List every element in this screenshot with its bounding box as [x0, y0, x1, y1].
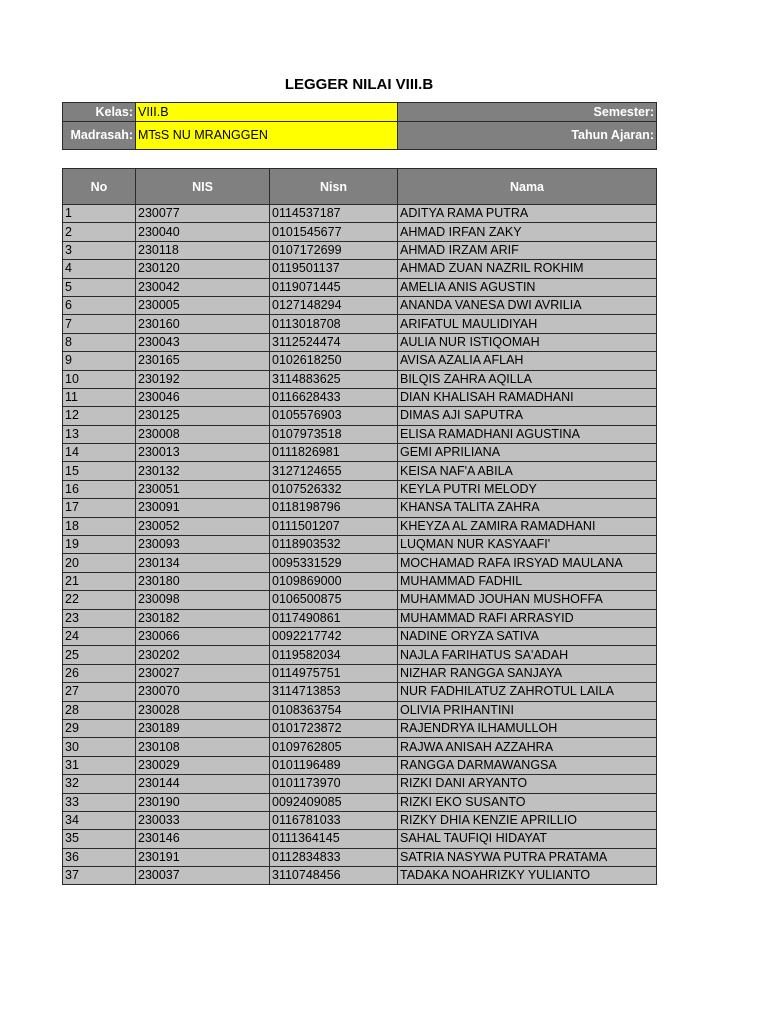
- cell-no[interactable]: 6: [63, 296, 136, 314]
- cell-nis[interactable]: 230182: [136, 609, 270, 627]
- cell-nisn[interactable]: 0116781033: [270, 811, 398, 829]
- cell-nis[interactable]: 230118: [136, 241, 270, 259]
- table-row: [63, 627, 657, 645]
- cell-nisn[interactable]: 0101196489: [270, 756, 398, 774]
- cell-no[interactable]: 11: [63, 388, 136, 406]
- cell-nama[interactable]: ADITYA RAMA PUTRA: [398, 205, 657, 223]
- cell-no[interactable]: 9: [63, 352, 136, 370]
- cell-nama[interactable]: DIMAS AJI SAPUTRA: [398, 407, 657, 425]
- cell-nisn[interactable]: 3114883625: [270, 370, 398, 388]
- cell-nisn[interactable]: 0117490861: [270, 609, 398, 627]
- cell-nisn[interactable]: 0092409085: [270, 793, 398, 811]
- cell-nama[interactable]: AHMAD IRFAN ZAKY: [398, 223, 657, 241]
- table-row: [63, 425, 657, 443]
- table-row: [63, 205, 657, 223]
- semester-label: Semester:: [398, 103, 657, 122]
- table-row: [63, 554, 657, 572]
- cell-no[interactable]: 19: [63, 536, 136, 554]
- cell-nisn[interactable]: 3114713853: [270, 683, 398, 701]
- table-row: [63, 646, 657, 664]
- cell-nama[interactable]: NAJLA FARIHATUS SA'ADAH: [398, 646, 657, 664]
- cell-nama[interactable]: RANGGA DARMAWANGSA: [398, 756, 657, 774]
- cell-no[interactable]: 35: [63, 830, 136, 848]
- cell-no[interactable]: 18: [63, 517, 136, 535]
- cell-nisn[interactable]: 3112524474: [270, 333, 398, 351]
- cell-nisn[interactable]: 0119071445: [270, 278, 398, 296]
- cell-no[interactable]: 22: [63, 591, 136, 609]
- cell-nama[interactable]: RIZKI DANI ARYANTO: [398, 775, 657, 793]
- cell-nama[interactable]: SATRIA NASYWA PUTRA PRATAMA: [398, 848, 657, 866]
- cell-nis[interactable]: 230191: [136, 848, 270, 866]
- cell-nisn[interactable]: 0101173970: [270, 775, 398, 793]
- table-row: [63, 572, 657, 590]
- cell-nis[interactable]: 230027: [136, 664, 270, 682]
- table-row: [63, 444, 657, 462]
- table-row: [63, 370, 657, 388]
- cell-nisn[interactable]: 0102618250: [270, 352, 398, 370]
- cell-nis[interactable]: 230052: [136, 517, 270, 535]
- column-header-nis[interactable]: NIS: [136, 169, 270, 205]
- cell-nama[interactable]: RAJWA ANISAH AZZAHRA: [398, 738, 657, 756]
- cell-nis[interactable]: 230190: [136, 793, 270, 811]
- cell-nama[interactable]: ARIFATUL MAULIDIYAH: [398, 315, 657, 333]
- cell-nis[interactable]: 230093: [136, 536, 270, 554]
- cell-nama[interactable]: RAJENDRYA ILHAMULLOH: [398, 719, 657, 737]
- cell-no[interactable]: 16: [63, 480, 136, 498]
- cell-nis[interactable]: 230077: [136, 205, 270, 223]
- cell-no[interactable]: 28: [63, 701, 136, 719]
- info-row-madrasah: [63, 122, 657, 150]
- table-row: [63, 664, 657, 682]
- column-header-nisn[interactable]: Nisn: [270, 169, 398, 205]
- cell-nisn[interactable]: 0109762805: [270, 738, 398, 756]
- cell-nisn[interactable]: 0111826981: [270, 444, 398, 462]
- cell-no[interactable]: 14: [63, 444, 136, 462]
- table-row: [63, 407, 657, 425]
- cell-no[interactable]: 21: [63, 572, 136, 590]
- cell-nis[interactable]: 230005: [136, 296, 270, 314]
- cell-nama[interactable]: MUHAMMAD RAFI ARRASYID: [398, 609, 657, 627]
- table-row: [63, 701, 657, 719]
- cell-nama[interactable]: MOCHAMAD RAFA IRSYAD MAULANA: [398, 554, 657, 572]
- tahun-ajaran-label: Tahun Ajaran:: [398, 122, 657, 150]
- cell-nama[interactable]: ANANDA VANESA DWI AVRILIA: [398, 296, 657, 314]
- cell-no[interactable]: 4: [63, 260, 136, 278]
- table-row: [63, 793, 657, 811]
- cell-nisn[interactable]: 3110748456: [270, 867, 398, 885]
- cell-nisn[interactable]: 3127124655: [270, 462, 398, 480]
- cell-nis[interactable]: 230160: [136, 315, 270, 333]
- cell-nisn[interactable]: 0107526332: [270, 480, 398, 498]
- cell-nisn[interactable]: 0118198796: [270, 499, 398, 517]
- table-row: [63, 352, 657, 370]
- cell-nis[interactable]: 230040: [136, 223, 270, 241]
- cell-nama[interactable]: AVISA AZALIA AFLAH: [398, 352, 657, 370]
- cell-no[interactable]: 12: [63, 407, 136, 425]
- cell-no[interactable]: 27: [63, 683, 136, 701]
- cell-nis[interactable]: 230008: [136, 425, 270, 443]
- cell-nama[interactable]: KHEYZA AL ZAMIRA RAMADHANI: [398, 517, 657, 535]
- column-header-nama[interactable]: Nama: [398, 169, 657, 205]
- table-row: [63, 609, 657, 627]
- cell-no[interactable]: 32: [63, 775, 136, 793]
- table-row: [63, 499, 657, 517]
- cell-nama[interactable]: LUQMAN NUR KASYAAFI': [398, 536, 657, 554]
- table-row: [63, 591, 657, 609]
- cell-nis[interactable]: 230202: [136, 646, 270, 664]
- cell-nisn[interactable]: 0111501207: [270, 517, 398, 535]
- cell-no[interactable]: 7: [63, 315, 136, 333]
- cell-nama[interactable]: OLIVIA PRIHANTINI: [398, 701, 657, 719]
- cell-nisn[interactable]: 0095331529: [270, 554, 398, 572]
- header-row: [63, 169, 657, 205]
- cell-nama[interactable]: NIZHAR RANGGA SANJAYA: [398, 664, 657, 682]
- table-row: [63, 462, 657, 480]
- cell-nama[interactable]: MUHAMMAD JOUHAN MUSHOFFA: [398, 591, 657, 609]
- cell-nis[interactable]: 230070: [136, 683, 270, 701]
- cell-nisn[interactable]: 0108363754: [270, 701, 398, 719]
- page-title: LEGGER NILAI VIII.B: [284, 76, 434, 93]
- cell-nama[interactable]: MUHAMMAD FADHIL: [398, 572, 657, 590]
- cell-no[interactable]: 17: [63, 499, 136, 517]
- cell-no[interactable]: 29: [63, 719, 136, 737]
- cell-nama[interactable]: SAHAL TAUFIQI HIDAYAT: [398, 830, 657, 848]
- cell-nisn[interactable]: 0111364145: [270, 830, 398, 848]
- cell-nis[interactable]: 230180: [136, 572, 270, 590]
- table-row: [63, 756, 657, 774]
- cell-nis[interactable]: 230046: [136, 388, 270, 406]
- cell-nama[interactable]: KEISA NAF'A ABILA: [398, 462, 657, 480]
- cell-no[interactable]: 20: [63, 554, 136, 572]
- cell-nama[interactable]: ELISA RAMADHANI AGUSTINA: [398, 425, 657, 443]
- cell-no[interactable]: 1: [63, 205, 136, 223]
- cell-no[interactable]: 33: [63, 793, 136, 811]
- cell-nisn[interactable]: 0105576903: [270, 407, 398, 425]
- table-row: [63, 480, 657, 498]
- table-row: [63, 536, 657, 554]
- cell-no[interactable]: 23: [63, 609, 136, 627]
- cell-nis[interactable]: 230037: [136, 867, 270, 885]
- table-row: [63, 811, 657, 829]
- cell-nama[interactable]: AULIA NUR ISTIQOMAH: [398, 333, 657, 351]
- table-row: [63, 867, 657, 885]
- cell-nama[interactable]: KHANSA TALITA ZAHRA: [398, 499, 657, 517]
- cell-nis[interactable]: 230132: [136, 462, 270, 480]
- cell-nama[interactable]: KEYLA PUTRI MELODY: [398, 480, 657, 498]
- cell-nisn[interactable]: 0116628433: [270, 388, 398, 406]
- cell-nisn[interactable]: 0107172699: [270, 241, 398, 259]
- cell-no[interactable]: 26: [63, 664, 136, 682]
- table-row: [63, 388, 657, 406]
- column-header-no[interactable]: No: [63, 169, 136, 205]
- cell-nama[interactable]: AHMAD ZUAN NAZRIL ROKHIM: [398, 260, 657, 278]
- cell-nis[interactable]: 230051: [136, 480, 270, 498]
- table-row: [63, 517, 657, 535]
- cell-nis[interactable]: 230091: [136, 499, 270, 517]
- cell-nisn[interactable]: 0119582034: [270, 646, 398, 664]
- cell-nis[interactable]: 230098: [136, 591, 270, 609]
- cell-nis[interactable]: 230134: [136, 554, 270, 572]
- cell-no[interactable]: 13: [63, 425, 136, 443]
- cell-nama[interactable]: AHMAD IRZAM ARIF: [398, 241, 657, 259]
- cell-nama[interactable]: NADINE ORYZA SATIVA: [398, 627, 657, 645]
- cell-nis[interactable]: 230146: [136, 830, 270, 848]
- cell-nis[interactable]: 230042: [136, 278, 270, 296]
- cell-no[interactable]: 37: [63, 867, 136, 885]
- cell-nama[interactable]: RIZKI EKO SUSANTO: [398, 793, 657, 811]
- cell-nis[interactable]: 230108: [136, 738, 270, 756]
- cell-nisn[interactable]: 0106500875: [270, 591, 398, 609]
- cell-nis[interactable]: 230043: [136, 333, 270, 351]
- table-row: [63, 296, 657, 314]
- table-row: [63, 775, 657, 793]
- cell-no[interactable]: 5: [63, 278, 136, 296]
- cell-nis[interactable]: 230013: [136, 444, 270, 462]
- cell-nama[interactable]: NUR FADHILATUZ ZAHROTUL LAILA: [398, 683, 657, 701]
- cell-nama[interactable]: DIAN KHALISAH RAMADHANI: [398, 388, 657, 406]
- cell-nisn[interactable]: 0114975751: [270, 664, 398, 682]
- cell-no[interactable]: 24: [63, 627, 136, 645]
- table-row: [63, 738, 657, 756]
- cell-nis[interactable]: 230189: [136, 719, 270, 737]
- table-row: [63, 260, 657, 278]
- cell-no[interactable]: 8: [63, 333, 136, 351]
- cell-nama[interactable]: BILQIS ZAHRA AQILLA: [398, 370, 657, 388]
- cell-nama[interactable]: TADAKA NOAHRIZKY YULIANTO: [398, 867, 657, 885]
- cell-nis[interactable]: 230120: [136, 260, 270, 278]
- table-row: [63, 683, 657, 701]
- table-row: [63, 315, 657, 333]
- cell-no[interactable]: 36: [63, 848, 136, 866]
- cell-no[interactable]: 2: [63, 223, 136, 241]
- student-table: [62, 168, 657, 885]
- cell-nis[interactable]: 230028: [136, 701, 270, 719]
- cell-nisn[interactable]: 0114537187: [270, 205, 398, 223]
- cell-nisn[interactable]: 0101723872: [270, 719, 398, 737]
- kelas-label: Kelas:: [63, 103, 136, 122]
- cell-no[interactable]: 31: [63, 756, 136, 774]
- cell-nis[interactable]: 230144: [136, 775, 270, 793]
- cell-no[interactable]: 30: [63, 738, 136, 756]
- table-row: [63, 223, 657, 241]
- cell-nisn[interactable]: 0112834833: [270, 848, 398, 866]
- cell-no[interactable]: 25: [63, 646, 136, 664]
- cell-no[interactable]: 3: [63, 241, 136, 259]
- cell-nis[interactable]: 230029: [136, 756, 270, 774]
- cell-nis[interactable]: 230165: [136, 352, 270, 370]
- cell-nis[interactable]: 230033: [136, 811, 270, 829]
- madrasah-value[interactable]: MTsS NU MRANGGEN: [136, 122, 398, 150]
- cell-nisn[interactable]: 0119501137: [270, 260, 398, 278]
- cell-nis[interactable]: 230192: [136, 370, 270, 388]
- table-row: [63, 333, 657, 351]
- cell-nisn[interactable]: 0127148294: [270, 296, 398, 314]
- info-table: [62, 102, 657, 150]
- cell-nisn[interactable]: 0092217742: [270, 627, 398, 645]
- cell-nisn[interactable]: 0101545677: [270, 223, 398, 241]
- cell-nis[interactable]: 230125: [136, 407, 270, 425]
- cell-no[interactable]: 15: [63, 462, 136, 480]
- cell-nama[interactable]: RIZKY DHIA KENZIE APRILLIO: [398, 811, 657, 829]
- cell-nis[interactable]: 230066: [136, 627, 270, 645]
- cell-no[interactable]: 34: [63, 811, 136, 829]
- cell-nisn[interactable]: 0109869000: [270, 572, 398, 590]
- cell-nisn[interactable]: 0118903532: [270, 536, 398, 554]
- table-row: [63, 278, 657, 296]
- cell-no[interactable]: 10: [63, 370, 136, 388]
- table-row: [63, 830, 657, 848]
- table-row: [63, 848, 657, 866]
- info-row-kelas: [63, 103, 657, 122]
- madrasah-label: Madrasah:: [63, 122, 136, 150]
- cell-nama[interactable]: GEMI APRILIANA: [398, 444, 657, 462]
- cell-nama[interactable]: AMELIA ANIS AGUSTIN: [398, 278, 657, 296]
- cell-nisn[interactable]: 0107973518: [270, 425, 398, 443]
- kelas-value[interactable]: VIII.B: [136, 103, 398, 122]
- table-row: [63, 241, 657, 259]
- cell-nisn[interactable]: 0113018708: [270, 315, 398, 333]
- table-row: [63, 719, 657, 737]
